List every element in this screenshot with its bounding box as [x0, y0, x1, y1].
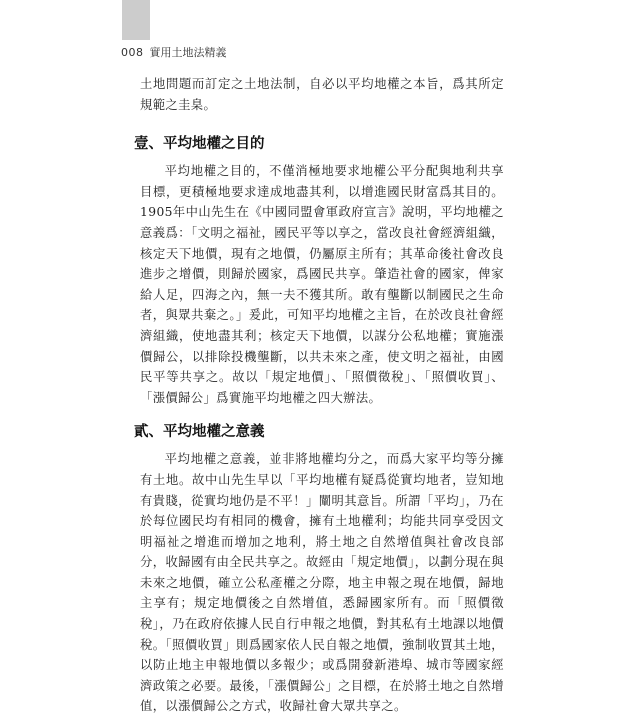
intro-paragraph: 土地問題而訂定之土地法制，自必以平均地權之本旨，爲其所定規範之圭臬。 — [140, 77, 504, 112]
section-paragraph-purpose: 平均地權之目的，不僅消極地要求地權公平分配與地利共享目標，更積極地要求達成地盡其利，以增進國民財富爲其目的。1905年中山先生在《中國同盟會軍政府宣言》說明，平均地權之意義爲：「文明之福祉，國民平等以享之，當改良社會經濟組織，核定天下地價，現有之地價，仍屬原主所有；其革命後社會改良進步之增價，則歸於國家，爲國民共享。肇造社會的國家，俾家給人足，四海之內，無一夫不獲其所。敢有壟斷以制國民之生命者，與眾共棄之。」爰此，可知平均地權之主旨，在於改良社會經濟組織，使地盡其利；核定天下地價，以謀分公私地權；實施漲價歸公，以排除投機壟斷，以共未來之產，使文明之福祉，由國民平等共享之。故以「規定地價」、「照價徵稅」、「照價收買」、「漲價歸公」爲實施平均地權之四大辦法。 — [140, 164, 504, 405]
page-body — [134, 74, 504, 717]
running-header — [121, 44, 227, 60]
section-paragraph-meaning: 平均地權之意義，並非將地權均分之，而爲大家平均等分擁有土地。故中山先生早以「平均地權有疑爲從實均地者，豈知地有貴賤，從實均地仍是不平！」闡明其意旨。所謂「平均」，乃在於每位國民均有相同的機會，擁有土地權利；均能共同享受因文明福祉之增進而增加之地利，將土地之自然增值與社會改良部分，收歸國有由全民共享之。故經由「規定地價」，以劃分現在與未來之地價，確立公私產權之分際，地主申報之現在地價，歸地主享有；規定地價後之自然增值，悉歸國家所有。而「照價徵稅」，乃在政府依據人民自行申報之地價，對其私有土地課以地價稅。「照價收買」則爲國家依人民自報之地價，強制收買其土地，以防止地主申報地價以多報少；或爲開發新港埠、城市等國家經濟政策之必要。最後，「漲價歸公」之目標，在於將土地之自然增值，以漲價歸公之方式，收歸社會大眾共享之。 — [140, 452, 504, 714]
section-heading-purpose: 壹、平均地權之目的 — [134, 136, 265, 153]
book-title: 實用土地法精義 — [149, 46, 227, 59]
page-number: 008 — [121, 46, 144, 59]
section-heading-meaning: 貳、平均地權之意義 — [134, 424, 265, 441]
page-edge-tab — [122, 0, 150, 40]
